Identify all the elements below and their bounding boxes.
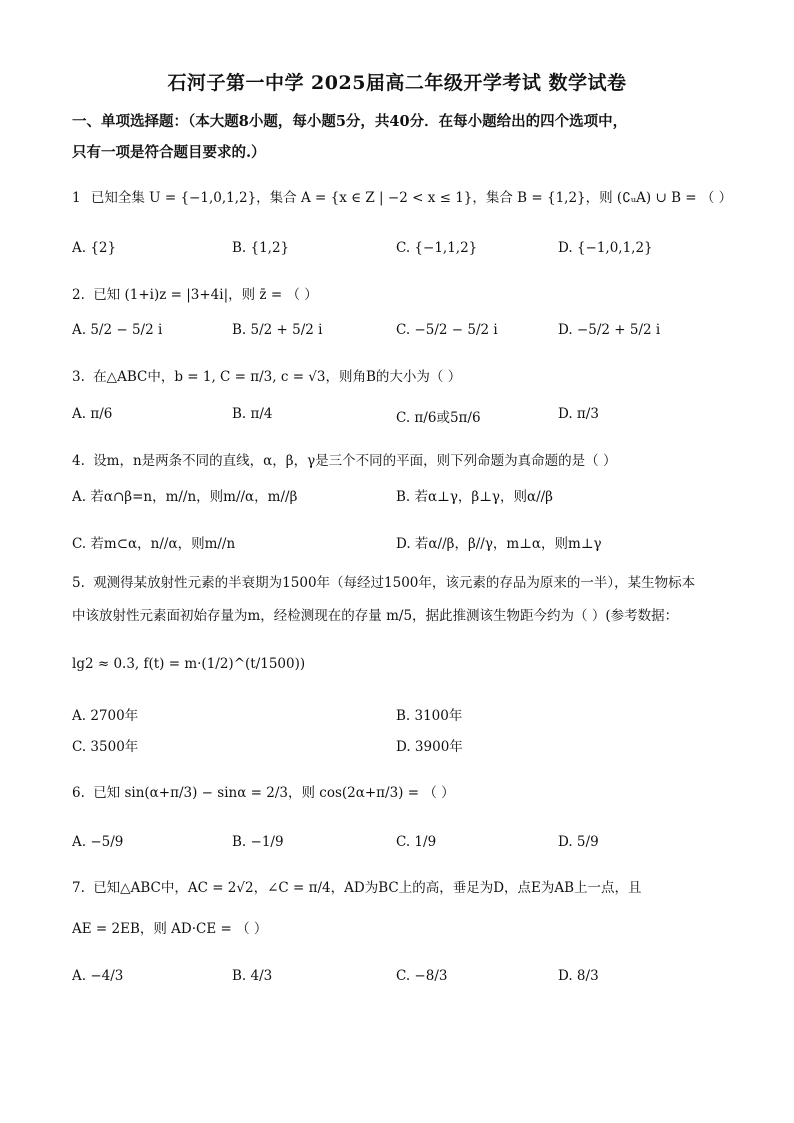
q1-option-b[interactable]: B. {1,2} [232,240,290,256]
q7-option-d[interactable]: D. 8/3 [558,968,599,984]
question-number: 4 [72,453,81,469]
q6-option-b[interactable]: B. −1/9 [232,834,284,850]
q7-option-b[interactable]: B. 4/3 [232,968,273,984]
q7-option-a[interactable]: A. −4/3 [72,968,124,984]
q4-option-c[interactable]: C. 若m⊂α，n//α，则m//n [72,536,236,552]
q3-option-b[interactable]: B. π/4 [232,406,273,422]
question-text-line1: 已知△ABC中，AC = 2√2，∠C = π/4，AD为BC上的高，垂足为D，点E为AB上一点，且 [93,880,642,896]
question-number: 1 [72,190,81,206]
q6-option-a[interactable]: A. −5/9 [72,834,124,850]
section-header-line2: 只有一项是符合题目要求的.） [72,144,266,161]
q4-option-a[interactable]: A. 若α∩β=n，m//n，则m//α，m//β [72,489,298,505]
q3-option-a[interactable]: A. π/6 [72,406,113,422]
q1-option-c[interactable]: C. {−1,1,2} [396,240,478,256]
question-text: 已知 (1+i)z = |3+4i|，则 z̄ = （ ） [93,287,318,303]
question-1 [72,186,732,206]
question-number: 6 [72,785,81,801]
q5-option-a[interactable]: A. 2700年 [72,708,139,724]
question-3: 3. 在△ABC中，b = 1, C = π/3, c = √3，则角B的大小为（ ） [72,369,462,385]
question-7: 7. 已知△ABC中，AC = 2√2，∠C = π/4，AD为BC上的高，垂足为D，点E为AB上一点，且 [72,880,642,896]
question-5: 5. 观测得某放射性元素的半衰期为1500年（每经过1500年，该元素的存品为原来的一半），某生物标本 [72,575,696,591]
q6-option-c[interactable]: C. 1/9 [396,834,437,850]
q5-option-d[interactable]: D. 3900年 [396,739,463,755]
question-5-line2: 中该放射性元素面初始存量为m，经检测现在的存量 m/5，据此推测该生物距今约为（ ）(参考数据： [72,608,679,624]
question-number: 2 [72,287,81,303]
q1-option-a[interactable]: A. {2} [72,240,117,256]
question-text-line1: 观测得某放射性元素的半衰期为1500年（每经过1500年，该元素的存品为原来的一半），某生物标本 [93,575,696,591]
question-number: 5 [72,575,81,591]
q6-option-d[interactable]: D. 5/9 [558,834,599,850]
question-4: 4. 设m，n是两条不同的直线，α，β，γ是三个不同的平面，则下列命题为真命题的是（ ） [72,453,617,469]
q2-option-d[interactable]: D. −5/2 + 5/2 i [558,322,661,338]
q4-option-d[interactable]: D. 若α//β，β//γ，m⊥α，则m⊥γ [396,536,602,552]
question-text: 已知 sin(α+π/3) − sinα = 2/3，则 cos(2α+π/3) = （ ） [93,785,455,801]
exam-title: 石河子第一中学 2025届高二年级开学考试 数学试卷 [167,72,627,94]
question-text: 在△ABC中，b = 1, C = π/3, c = √3，则角B的大小为（ ） [93,369,462,385]
q3-option-d[interactable]: D. π/3 [558,406,599,422]
q5-option-b[interactable]: B. 3100年 [396,708,463,724]
q4-option-b[interactable]: B. 若α⊥γ，β⊥γ，则α//β [396,489,553,505]
q2-option-a[interactable]: A. 5/2 − 5/2 i [72,322,163,338]
q5-option-c[interactable]: C. 3500年 [72,739,139,755]
question-6: 6. 已知 sin(α+π/3) − sinα = 2/3，则 cos(2α+π/3) = （ ） [72,785,455,801]
q7-option-c[interactable]: C. −8/3 [396,968,448,984]
q2-option-b[interactable]: B. 5/2 + 5/2 i [232,322,323,338]
section-header-line1: 一、单项选择题：（本大题8小题，每小题5分，共40分．在每小题给出的四个选项中， [72,113,628,130]
question-text: 已知全集 U = {−1,0,1,2}，集合 A = {x ∈ Z | −2 < x ≤ 1}，集合 B = {1,2}，则 (∁ᵤA) ∪ B = （ ） [90,190,733,206]
q3-option-c[interactable]: C. π/6或5π/6 [396,410,481,426]
question-7-line2: AE = 2EB，则 AD·CE = （ ） [72,921,268,937]
question-number: 3 [72,369,81,385]
question-5-line3: lg2 ≈ 0.3, f(t) = m·(1/2)^(t/1500)) [72,656,306,672]
q1-option-d[interactable]: D. {−1,0,1,2} [558,240,653,256]
question-number: 7 [72,880,81,896]
q2-option-c[interactable]: C. −5/2 − 5/2 i [396,322,498,338]
question-text: 设m，n是两条不同的直线，α，β，γ是三个不同的平面，则下列命题为真命题的是（ ） [93,453,617,469]
question-2: 2. 已知 (1+i)z = |3+4i|，则 z̄ = （ ） [72,287,318,303]
